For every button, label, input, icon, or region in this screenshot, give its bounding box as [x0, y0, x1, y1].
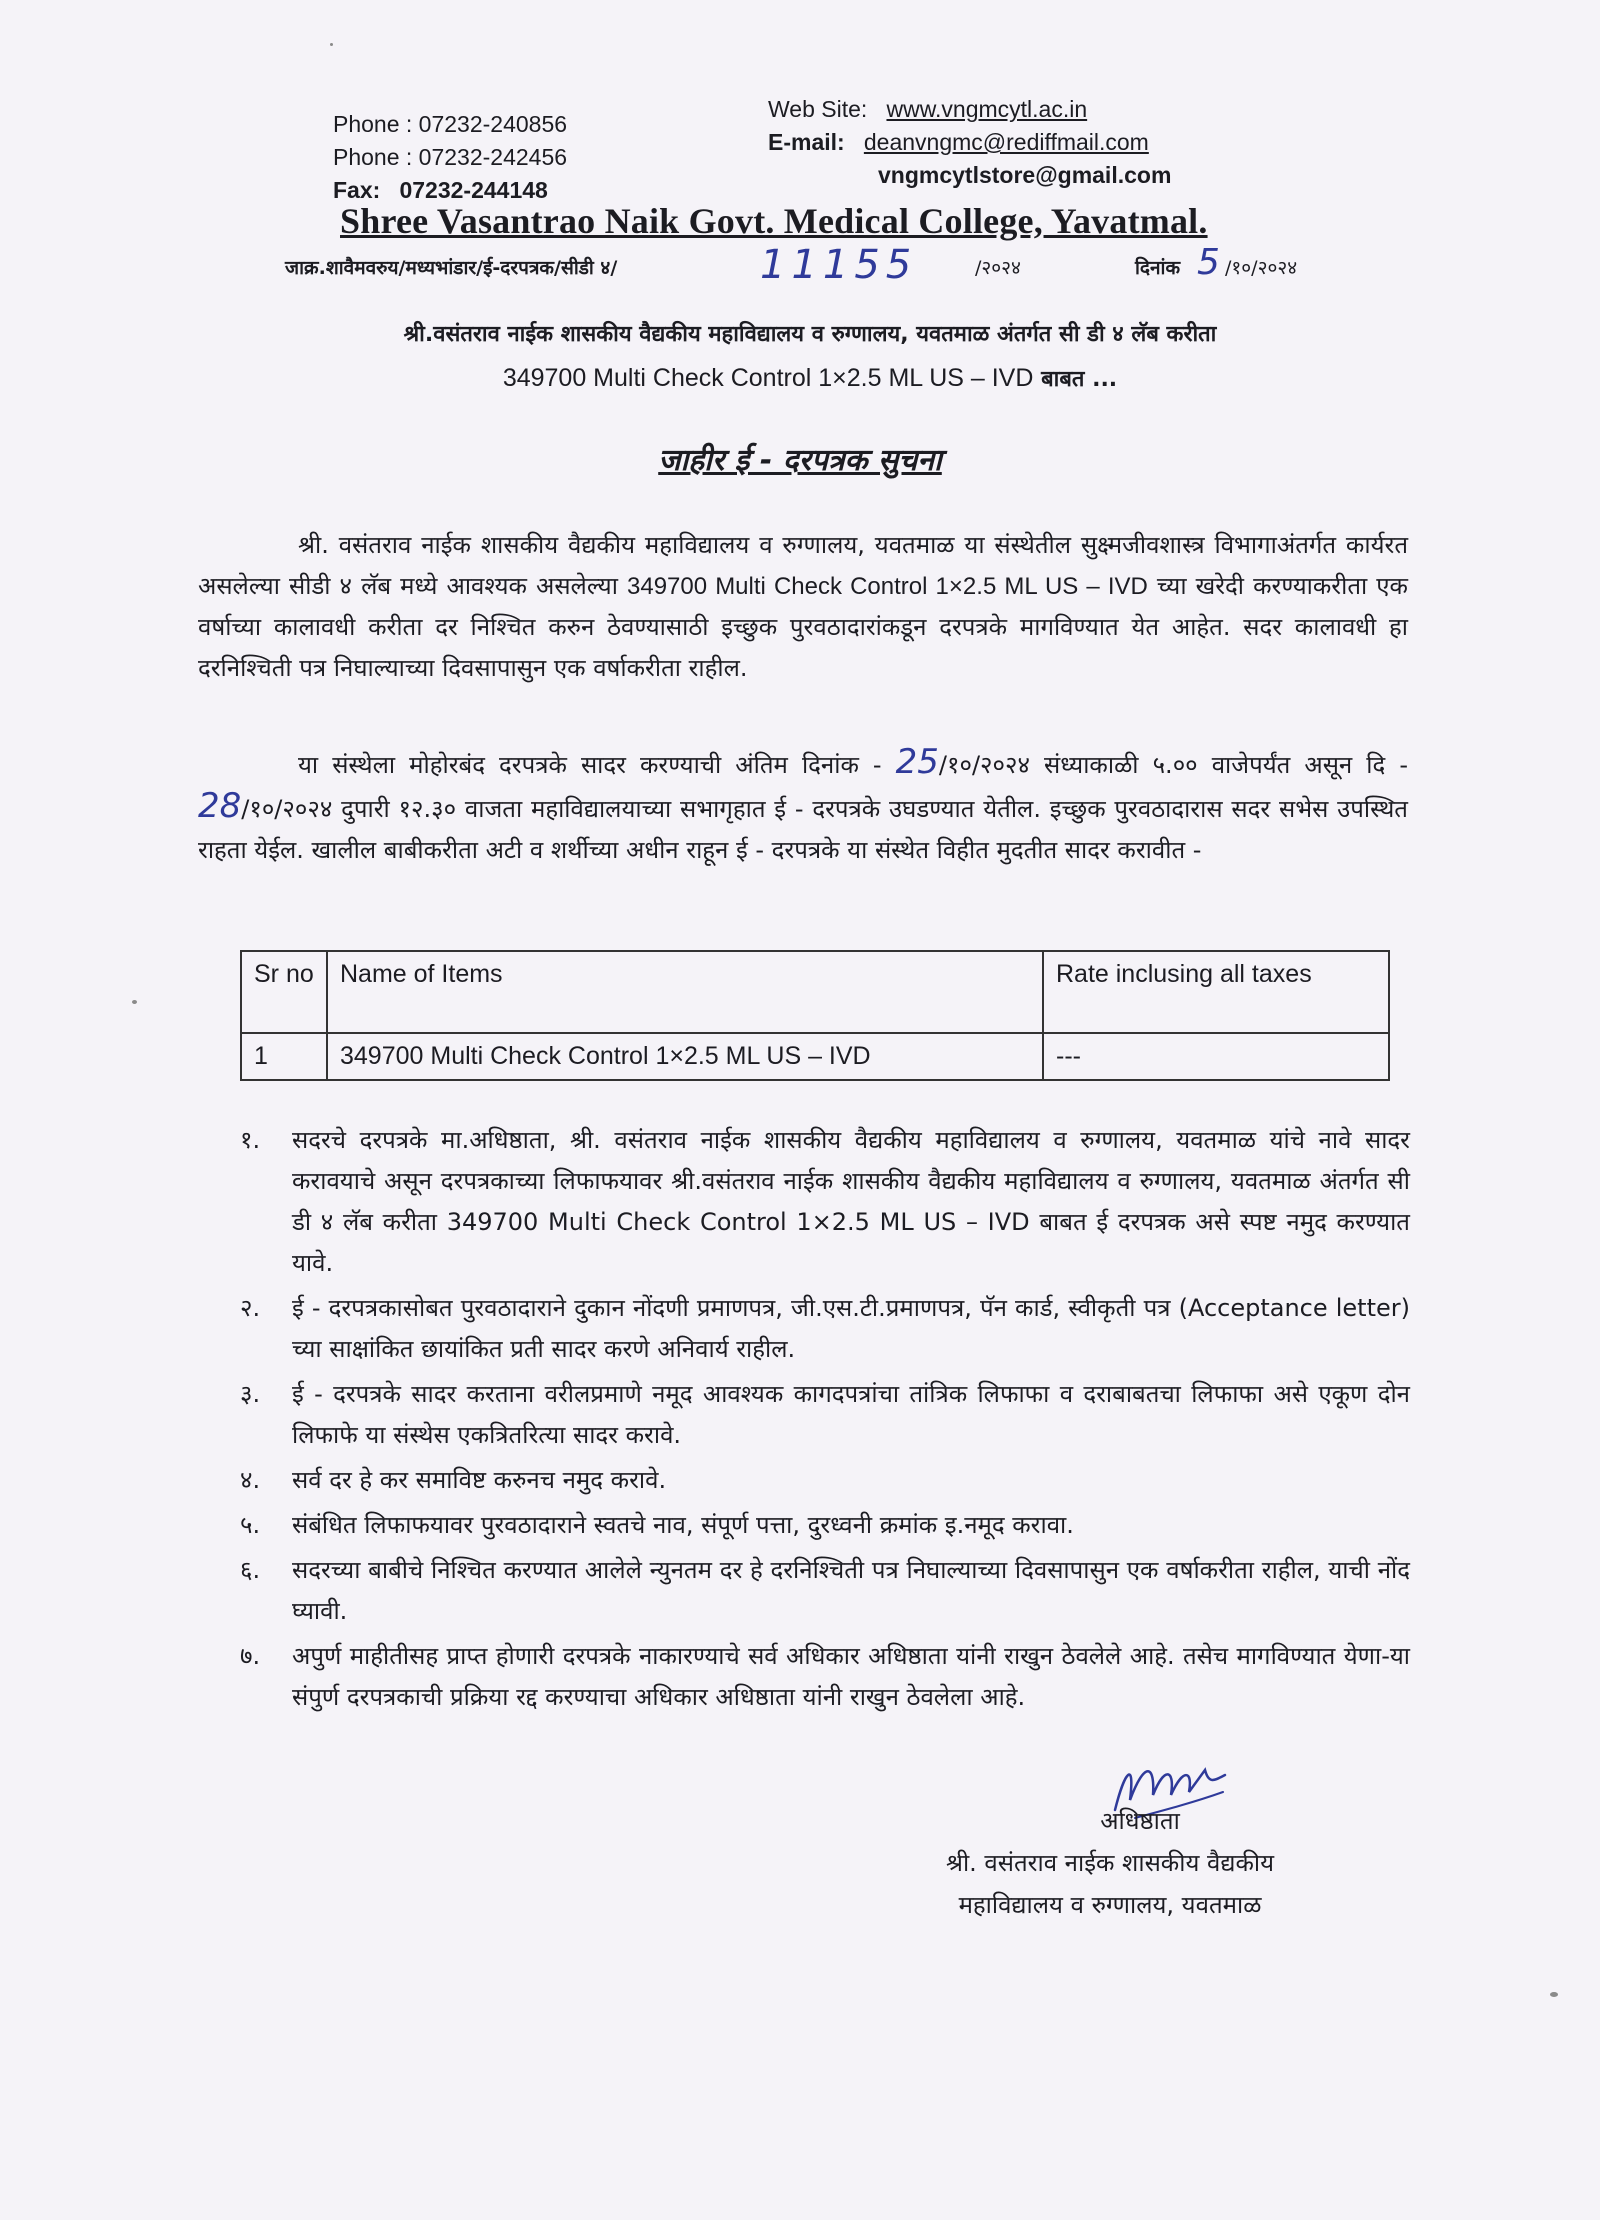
scan-speck	[1550, 1992, 1558, 1997]
list-item-number: ५.	[240, 1511, 261, 1539]
fax-label: Fax:	[333, 177, 381, 203]
reference-prefix: जाक्र.शावैमवरुय/मध्यभांडार/ई-दरपत्रक/सीडी ४/	[285, 257, 618, 279]
subject-item-name: 349700 Multi Check Control 1×2.5 ML US – IVD	[502, 364, 1034, 392]
para2-text-c: /१०/२०२४ दुपारी १२.३० वाजता महाविद्यालयाच्या सभागृहात ई - दरपत्रके उघडण्यात येतील. इच्छुक पुरवठादारास सदर सभेस उपस्थित राहता येईल. खालील बाबीकरीता अटी व शर्थीच्या अधीन राहून ई - दरपत्रके या संस्थेत विहीत मुदतीत सादर करावीत -	[198, 795, 1408, 864]
website-label: Web Site:	[768, 96, 868, 122]
scan-speck	[330, 43, 333, 46]
list-item	[240, 1636, 1410, 1718]
list-item-number: २.	[240, 1294, 261, 1322]
paragraph-1	[198, 525, 1408, 689]
header-name-of-items: Name of Items	[327, 951, 1043, 1033]
phone-2: Phone : 07232-242456	[333, 144, 568, 170]
email-label: E-mail:	[768, 129, 845, 155]
contact-block	[333, 108, 663, 207]
header-rate: Rate inclusing all taxes	[1043, 951, 1389, 1033]
paragraph-2	[198, 742, 1408, 871]
signatory-line-2: महाविद्यालय व रुग्णालय, यवतमाळ	[958, 1891, 1262, 1919]
date-rest: /१०/२०२४	[1225, 257, 1298, 279]
items-table	[240, 950, 1390, 1081]
header-sr-no: Sr no	[241, 951, 327, 1033]
list-item	[240, 1120, 1410, 1284]
list-item-number: ४.	[240, 1466, 261, 1494]
subject-line-1: श्री.वसंतराव नाईक शासकीय वैद्यकीय महाविद्यालय व रुग्णालय, यवतमाळ अंतर्गत सी डी ४ लॅब करीता	[403, 322, 1217, 347]
web-email-block	[768, 93, 1328, 192]
signature-block	[830, 1800, 1390, 1926]
opening-day: 28	[198, 786, 242, 826]
email-line	[768, 126, 1328, 159]
scan-speck	[132, 1000, 137, 1004]
list-item-text: सदरचे दरपत्रके मा.अधिष्ठाता, श्री. वसंतराव नाईक शासकीय वैद्यकीय महाविद्यालय व रुग्णालय, यवतमाळ यांचे नावे सादर करावयाचे असून दरपत्रकाच्या लिफाफयावर श्री.वसंतराव नाईक शासकीय वैद्यकीय महाविद्यालय व रुग्णालय, यवतमाळ अंतर्गत सी डी ४ लॅब करीता 349700 Multi Check Control 1×2.5 ML US – IVD बाबत ई दरपत्रक असे स्पष्ट नमुद करण्यात यावे.	[292, 1126, 1410, 1277]
conditions-list	[240, 1120, 1410, 1722]
reference-number: 11155	[760, 242, 918, 288]
cell-rate: ---	[1043, 1033, 1389, 1080]
subject-suffix: बाबत ...	[1033, 367, 1118, 392]
list-item	[240, 1288, 1410, 1370]
list-item-text: संबंधित लिफाफयावर पुरवठादाराने स्वतचे नाव, संपूर्ण पत्ता, दुरध्वनी क्रमांक इ.नमूद करावा.	[292, 1511, 1074, 1539]
email-link-2[interactable]: vngmcytlstore@gmail.com	[878, 162, 1172, 188]
reference-year: /२०२४	[975, 257, 1021, 279]
subject-line-2	[200, 358, 1420, 400]
list-item-text: अपुर्ण माहीतीसह प्राप्त होणारी दरपत्रके नाकारण्याचे सर्व अधिकार अधिष्ठाता यांनी राखुन ठेवलेले आहे. तसेच मागविण्यात येणा-या संपुर्ण दरपत्रकाची प्रक्रिया रद्द करण्याचा अधिकार अधिष्ठाता यांनी राखुन ठेवलेला आहे.	[292, 1642, 1410, 1711]
list-item	[240, 1374, 1410, 1456]
para1-item: 349700 Multi Check Control 1×2.5 ML US – IVD	[627, 573, 1148, 600]
table-row	[241, 1033, 1389, 1080]
cell-item-name: 349700 Multi Check Control 1×2.5 ML US – IVD	[327, 1033, 1043, 1080]
reference-line	[285, 242, 1365, 298]
notice-heading: जाहीर ई - दरपत्रक सुचना	[658, 443, 942, 478]
list-item-text: ई - दरपत्रके सादर करताना वरीलप्रमाणे नमूद आवश्यक कागदपत्रांचा तांत्रिक लिफाफा व दराबाबतचा लिफाफा असे एकूण दोन लिफाफे या संस्थेस एकत्रितरित्या सादर करावे.	[292, 1380, 1410, 1449]
list-item-text: ई - दरपत्रकासोबत पुरवठादाराने दुकान नोंदणी प्रमाणपत्र, जी.एस.टी.प्रमाणपत्र, पॅन कार्ड, स्वीकृती पत्र (Acceptance letter) च्या साक्षांकित छायांकित प्रती सादर करणे अनिवार्य राहील.	[292, 1294, 1410, 1363]
para1-text-a: श्री. वसंतराव नाईक शासकीय वैद्यकीय महाविद्यालय व रुग्णालय, यवतमाळ या संस्थेतील सुक्ष्मजीवशास्त्र विभागाअंतर्गत कार्यरत असलेल्या सीडी ४ लॅब मध्ये आवश्यक असलेल्या	[198, 531, 1408, 600]
para1-text-b: च्या खरेदी करण्याकरीता एक वर्षाच्या कालावधी करीता दर निश्चित करुन ठेवण्यासाठी इच्छुक पुरवठादारांकडून दरपत्रके मागविण्यात येत आहेत. सदर कालावधी हा दरनिश्चिती पत्र निघाल्याच्या दिवसापासुन एक वर्षाकरीता राहील.	[198, 572, 1408, 682]
college-name: Shree Vasantrao Naik Govt. Medical College, Yavatmal.	[340, 201, 1208, 241]
para2-text-b: /१०/२०२४ संध्याकाळी ५.०० वाजेपर्यंत असून दि -	[938, 751, 1408, 779]
deadline-day: 25	[895, 742, 939, 782]
list-item-text: सदरच्या बाबीचे निश्चित करण्यात आलेले न्युनतम दर हे दरनिश्चिती पत्र निघाल्याच्या दिवसापासुन एक वर्षाकरीता राहील, याची नोंद घ्यावी.	[292, 1556, 1410, 1625]
list-item-number: ३.	[240, 1380, 261, 1408]
date-label: दिनांक	[1135, 257, 1181, 279]
list-item-text: सर्व दर हे कर समाविष्ट करुनच नमुद करावे.	[292, 1466, 667, 1494]
para2-text-a: या संस्थेला मोहोरबंद दरपत्रके सादर करण्याची अंतिम दिनांक -	[298, 751, 896, 779]
list-item-number: १.	[240, 1126, 261, 1154]
fax-value: 07232-244148	[399, 177, 548, 203]
website-link[interactable]: www.vngmcytl.ac.in	[886, 96, 1088, 122]
table-header-row	[241, 951, 1389, 1033]
signatory-title: अधिष्ठाता	[1100, 1807, 1180, 1835]
date-day: 5	[1197, 242, 1220, 283]
list-item-number: ६.	[240, 1556, 261, 1584]
list-item	[240, 1550, 1410, 1632]
email-link-1[interactable]: deanvngmc@rediffmail.com	[863, 129, 1149, 155]
list-item	[240, 1505, 1410, 1546]
signatory-line-1: श्री. वसंतराव नाईक शासकीय वैद्यकीय	[945, 1849, 1275, 1877]
phone-1: Phone : 07232-240856	[333, 111, 568, 137]
website-line	[768, 93, 1328, 126]
list-item-number: ७.	[240, 1642, 261, 1670]
list-item	[240, 1460, 1410, 1501]
cell-sr-no: 1	[241, 1033, 327, 1080]
